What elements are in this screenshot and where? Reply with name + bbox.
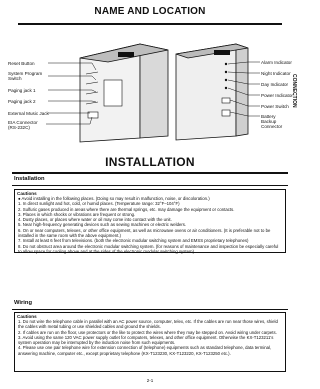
label-reset-button: Reset Button <box>8 61 35 66</box>
wiring-item: 4. Please use one pair telephone wire for extension connection of (telephone) equipments such as standard telephone, data terminal, answering machine, computer etc., except proprietary telephone (KX-T123230, KX-T123220, KX-T123250 etc.). <box>18 345 272 356</box>
wiring-cautions-title: Cautions <box>17 314 37 319</box>
unit-side-illustration <box>176 44 248 140</box>
wiring-item: 1. Do not wire the telephone cable in parallel with an AC power source, computer, telex, etc. If the cables are run near those wires, shield the cables with metal tubing or use shielded cables and ground the shields. <box>18 319 278 330</box>
label-alarm-indicator: Alarm Indicator <box>261 60 292 65</box>
page-number: 2-1 <box>146 378 154 383</box>
installation-item: 7. Install at least 6 feet from televisions. (both the electronic modular switching system and EMSS proprietary telephones) <box>18 238 249 244</box>
label-paging-jack-1: Paging jack 1 <box>8 88 36 93</box>
label-system-program-switch: System Program Switch <box>8 71 43 81</box>
side-tab-connection <box>288 74 298 124</box>
wiring-item: 2. If cables are run on the floor, use protectors or the like to protect the wires where they may be stepped on. Avoid wiring under carpets. <box>18 329 277 335</box>
installation-subheading: Installation <box>14 176 45 182</box>
installation-rule <box>12 172 288 174</box>
installation-item: 8. Do not obstruct area around the electronic modular switching system. (for reasons of maintenance and inspection be especially careful to allow space for cooling above and at the sides of the electronic modular switching system) <box>18 243 279 254</box>
label-battery-backup-connector: Battery Backup Connector <box>261 114 283 129</box>
label-power-indicator: Power Indicator <box>261 93 293 98</box>
label-eia-connector: EIA Connector (RS-232C) <box>8 120 38 130</box>
wiring-item: 3. Avoid using the same 120 VAC power supply outlet for computers, telexes, and other office equipment. Otherwise the KX-T123211's system operation may be interrupted by the induction noise from such equipments. <box>18 334 274 346</box>
label-day-indicator: Day Indicator <box>261 82 289 87</box>
label-night-indicator: Night Indicator <box>261 71 291 76</box>
installation-item: 3. Places in which shocks or vibrations are frequent or strong. <box>18 211 136 217</box>
label-external-music-jack: External Music Jack <box>8 111 49 116</box>
unit-front-illustration <box>80 44 168 142</box>
page-title: NAME AND LOCATION <box>94 6 206 17</box>
installation-cautions-box <box>14 189 286 253</box>
wiring-subheading: Wiring <box>14 300 32 306</box>
side-tab-label: CONNECTION <box>291 74 297 108</box>
wiring-cautions-box <box>14 312 286 372</box>
wiring-subheading-rule <box>12 309 288 310</box>
installation-item: ● Avoid installing in the following places. (Doing so may result in malfunction, noise, or discoloration.) <box>18 196 210 201</box>
installation-heading: INSTALLATION <box>105 155 195 169</box>
label-power-switch: Power Switch <box>261 104 289 109</box>
installation-subheading-rule <box>12 185 288 186</box>
installation-cautions-title: Cautions <box>17 191 37 196</box>
installation-item: 2. Sulfuric gases produced in areas where there are thermal springs, etc. may damage the equipment or contacts. <box>18 206 235 212</box>
installation-item: 1. In direct sunlight and hot, cold, or humid places. (Temperature range: 32°F–104°F) <box>18 201 180 207</box>
label-paging-jack-2: Paging jack 2 <box>8 99 36 104</box>
installation-item: 4. Dusty places, or places where water or oil may come into contact with the unit. <box>18 217 172 223</box>
installation-item: 5. Near high-frequency generating devices such as sewing machines or electric welders. <box>18 222 187 228</box>
installation-item: 6. On or near computers, telexes, or other office equipment, as well as microwave ovens or air conditioners. (It is preferable not to be installed in the same room with the above equipment.) <box>18 227 271 239</box>
